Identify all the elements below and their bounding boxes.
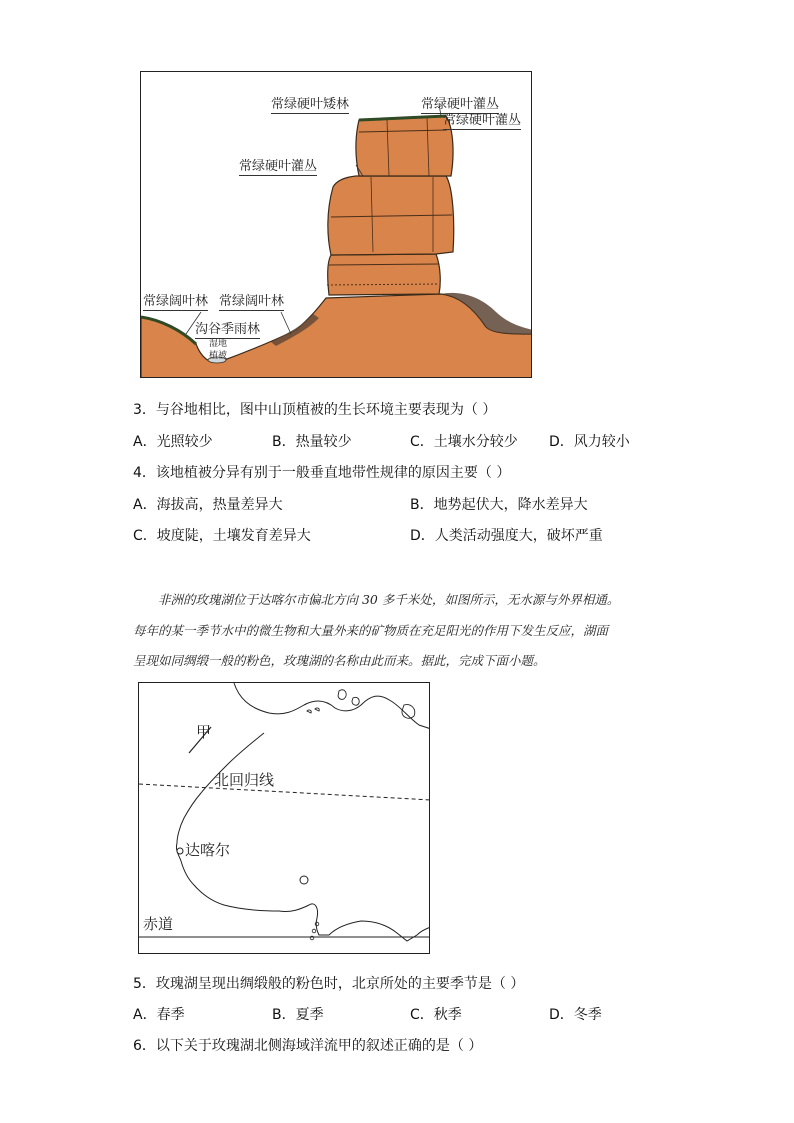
question-3-option-a[interactable]: A．光照较少 [133,434,213,450]
question-4-option-d[interactable]: D．人类活动强度大，破坏严重 [410,528,603,544]
question-3-option-c[interactable]: C．土壤水分较少 [410,434,518,450]
island-5 [315,708,319,711]
map-illustration [139,683,430,954]
label-evergreen-sclerophyll-shrub-2: 常绿硬叶灌丛 [443,109,521,130]
question-3-option-b[interactable]: B．热量较少 [272,434,352,450]
question-5-option-a[interactable]: A．春季 [133,1007,185,1023]
passage-line-2: 每年的某一季节水中的微生物和大量外来的矿物质在充足阳光的作用下发生反应，湖面 [133,623,609,638]
pillar-top [356,116,453,176]
question-4-stem: 4．该地植被分异有别于一般垂直地带性规律的原因主要（ ） [133,465,511,481]
label-valley-monsoon-forest: 沟谷季雨林 [195,318,260,339]
label-tropic-of-cancer: 北回归线 [214,771,275,789]
mediterranean-coast [234,683,430,729]
label-equator: 赤道 [143,915,174,933]
question-4-option-a[interactable]: A．海拔高，热量差异大 [133,497,283,513]
label-evergreen-broadleaf-forest-1: 常绿阔叶林 [143,290,208,311]
label-wetland: 湿地 [209,339,228,349]
west-africa-map [138,682,430,954]
label-current-jia: 甲 [196,723,212,741]
island-dot-1 [312,929,316,933]
question-6-stem: 6．以下关于玫瑰湖北侧海域洋流甲的叙述正确的是（ ） [133,1038,483,1054]
pillar-base [328,254,441,295]
label-wetland-vegetation: 植被 [209,351,228,361]
island-2 [352,697,359,705]
island-4 [307,710,311,713]
label-evergreen-broadleaf-forest-2: 常绿阔叶林 [219,290,284,311]
island-1 [338,690,346,700]
dakar-marker [177,848,183,854]
label-evergreen-sclerophyll-shrub-3: 常绿硬叶灌丛 [239,155,317,176]
passage-line-1: 非洲的玫瑰湖位于达喀尔市偏北方向 30 多千米处，如图所示，无水源与外界相通。 [158,592,620,607]
question-4-option-b[interactable]: B．地势起伏大，降水差异大 [410,497,588,513]
question-4-option-c[interactable]: C．坡度陡，土壤发育差异大 [133,528,311,544]
vegetation-figure [140,71,532,378]
lake-marker [300,876,308,884]
africa-coast [176,733,430,941]
label-evergreen-sclerophyll-dwarf-forest: 常绿硬叶矮林 [271,93,349,114]
passage-line-3: 呈现如同绸缎一般的粉色，玫瑰湖的名称由此而来。据此，完成下面小题。 [133,653,546,668]
label-evergreen-sclerophyll-shrub-1: 常绿硬叶灌丛 [421,93,499,114]
question-5-stem: 5．玫瑰湖呈现出绸缎般的粉色时，北京所处的主要季节是（ ） [133,976,525,992]
question-3-stem: 3．与谷地相比，图中山顶植被的生长环境主要表现为（ ） [133,402,497,418]
question-3-option-d[interactable]: D．风力较小 [549,434,630,450]
question-5-option-c[interactable]: C．秋季 [410,1007,462,1023]
question-5-option-b[interactable]: B．夏季 [272,1007,324,1023]
label-dakar: 达喀尔 [185,841,231,859]
question-5-option-d[interactable]: D．冬季 [549,1007,602,1023]
tropic-of-cancer-line [139,784,430,800]
